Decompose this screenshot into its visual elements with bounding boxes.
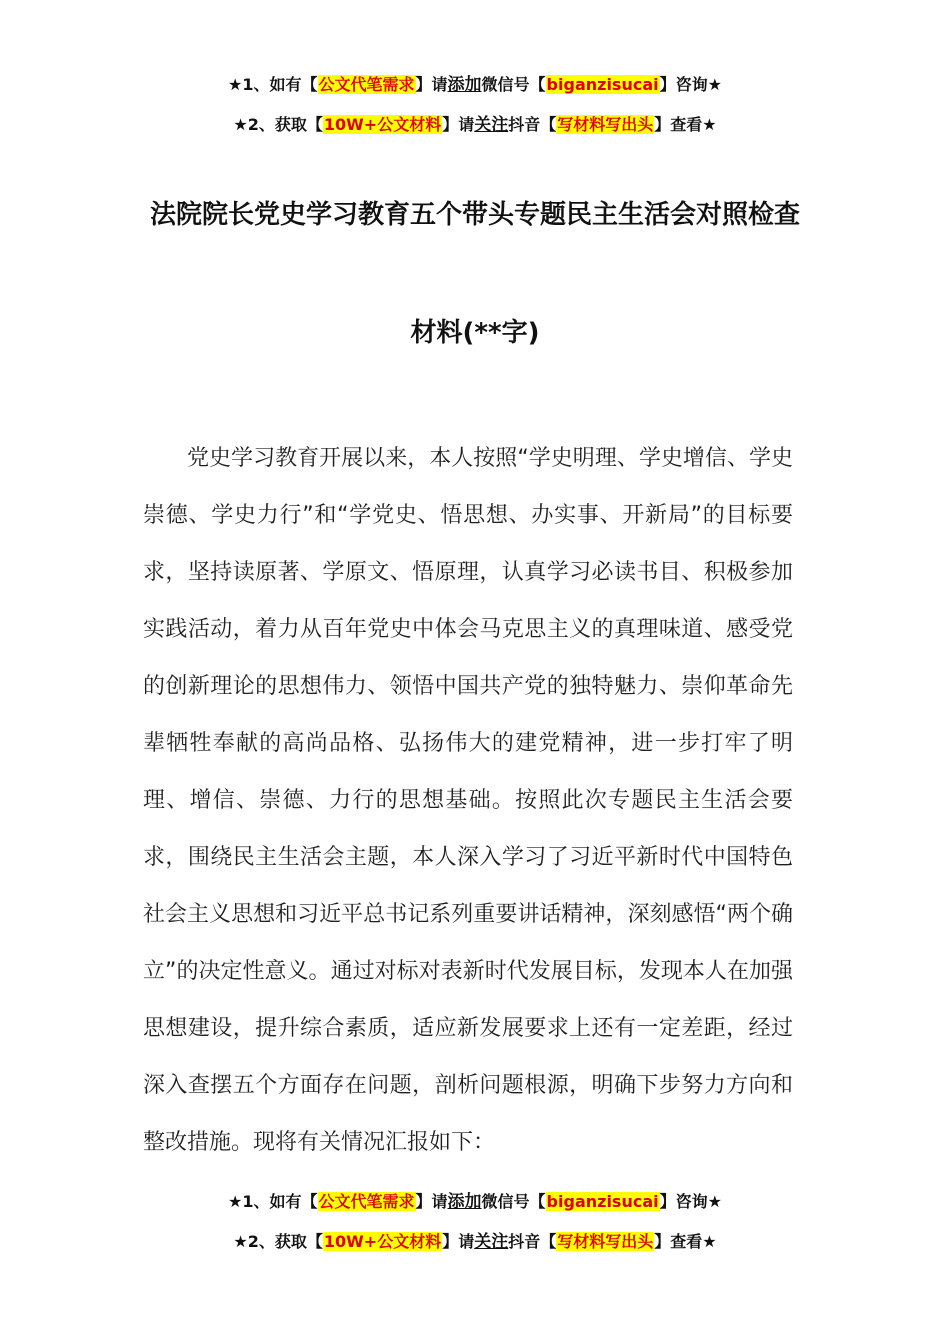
banner-emphasis: 添加 xyxy=(447,75,482,95)
banner-text: 】请 xyxy=(442,1232,475,1251)
banner-highlight-service: 公文代笔需求 xyxy=(318,75,415,94)
banner-text: 】请 xyxy=(415,1192,448,1211)
banner-prefix: ★1、如有【 xyxy=(228,75,318,94)
banner-suffix: 】咨询★ xyxy=(659,75,722,94)
banner-highlight-wechat-id: biganzisucai xyxy=(546,75,659,94)
banner-highlight-douyin: 写材料写出头 xyxy=(557,115,654,134)
banner-emphasis: 关注 xyxy=(474,1232,509,1252)
banner-emphasis: 添加 xyxy=(447,1192,482,1212)
banner-emphasis: 关注 xyxy=(474,115,509,135)
banner-text: 微信号【 xyxy=(481,1192,546,1211)
banner-text: 】请 xyxy=(442,115,475,134)
banner-text: 抖音【 xyxy=(508,115,557,134)
banner-prefix: ★1、如有【 xyxy=(228,1192,318,1211)
banner-suffix: 】查看★ xyxy=(654,115,717,134)
banner-suffix: 】咨询★ xyxy=(659,1192,722,1211)
document-title-line-2: 材料(**字) xyxy=(410,318,540,348)
banner-highlight-douyin: 写材料写出头 xyxy=(557,1232,654,1251)
banner-highlight-materials: 10W+公文材料 xyxy=(323,115,442,134)
banner-text: 】请 xyxy=(415,75,448,94)
bottom-banner-line-1 xyxy=(0,1187,950,1212)
top-banner-line-2 xyxy=(0,110,950,135)
banner-text: 抖音【 xyxy=(508,1232,557,1251)
banner-highlight-materials: 10W+公文材料 xyxy=(323,1232,442,1251)
banner-prefix: ★2、获取【 xyxy=(233,1232,323,1251)
top-banner-line-1 xyxy=(0,70,950,95)
document-title-line-1: 法院院长党史学习教育五个带头专题民主生活会对照检查 xyxy=(149,200,800,230)
banner-highlight-service: 公文代笔需求 xyxy=(318,1192,415,1211)
banner-prefix: ★2、获取【 xyxy=(233,115,323,134)
banner-suffix: 】查看★ xyxy=(654,1232,717,1251)
bottom-banner-line-2 xyxy=(0,1227,950,1252)
banner-text: 微信号【 xyxy=(481,75,546,94)
body-paragraph: 党史学习教育开展以来，本人按照“学史明理、学史增信、学史崇德、学史力行”和“学党史、悟思想、办实事、开新局”的目标要求，坚持读原著、学原文、悟原理，认真学习必读书目、积极参加实践活动，着力从百年党史中体会马克思主义的真理味道、感受党的创新理论的思想伟力、领悟中国共产党的独特魅力、崇仰革命先辈牺牲奉献的高尚品格、弘扬伟大的建党精神，进一步打牢了明理、增信、崇德、力行的思想基础。按照此次专题民主生活会要求，围绕民主生活会主题，本人深入学习了习近平新时代中国特色社会主义思想和习近平总书记系列重要讲话精神，深刻感悟“两个确立”的决定性意义。通过对标对表新时代发展目标，发现本人在加强思想建设，提升综合素质，适应新发展要求上还有一定差距，经过深入查摆五个方面存在问题，剖析问题根源，明确下步努力方向和整改措施。现将有关情况汇报如下： xyxy=(143,446,793,1155)
banner-highlight-wechat-id: biganzisucai xyxy=(546,1192,659,1211)
